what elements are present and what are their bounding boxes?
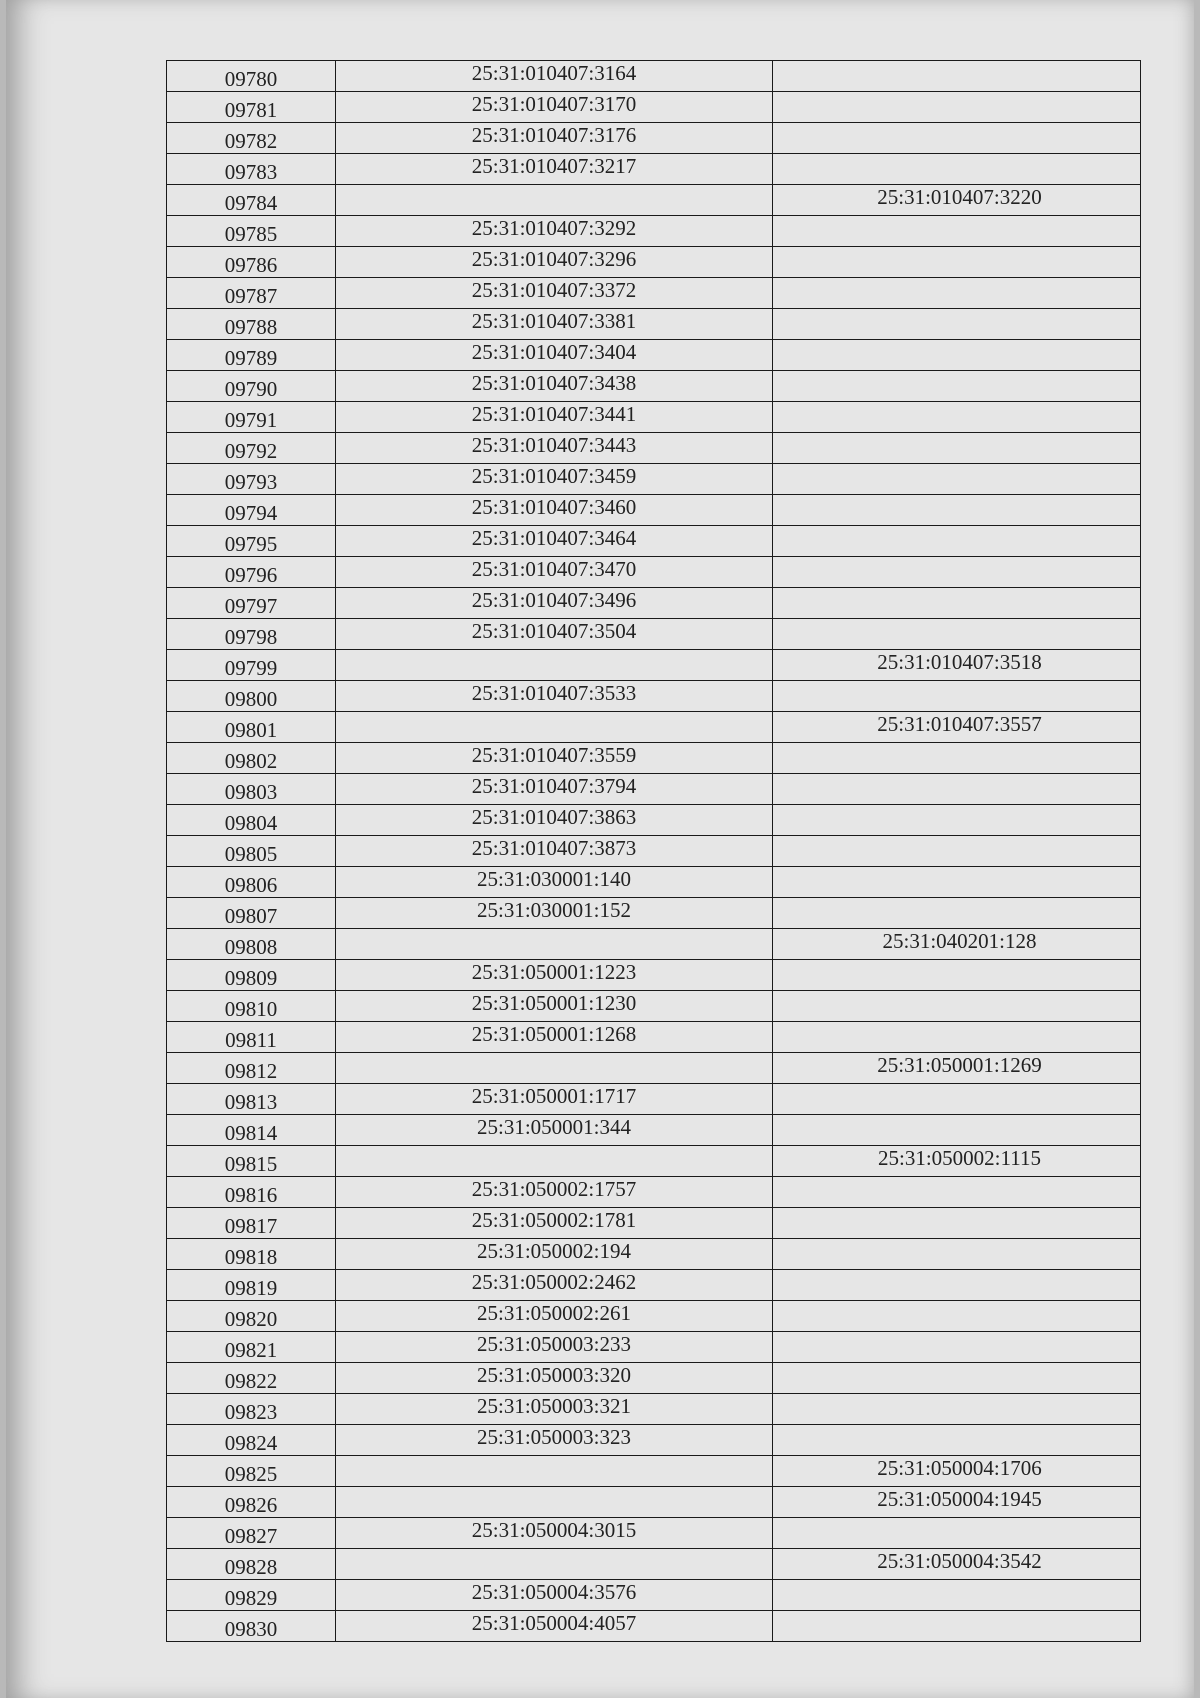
row-number-cell: 09798 [167,619,336,650]
cadastral-number-alt-cell [773,1208,1141,1239]
cadastral-number-cell: 25:31:010407:3533 [336,681,773,712]
cadastral-number-cell: 25:31:010407:3496 [336,588,773,619]
cadastral-number-cell [336,929,773,960]
cadastral-number-alt-cell [773,898,1141,929]
cadastral-number-cell: 25:31:030001:140 [336,867,773,898]
cadastral-number-alt-cell: 25:31:050001:1269 [773,1053,1141,1084]
cadastral-number-alt-cell [773,1518,1141,1549]
table-row [167,1394,1141,1425]
cadastral-number-cell: 25:31:010407:3296 [336,247,773,278]
row-number-cell: 09786 [167,247,336,278]
cadastral-number-alt-cell [773,1022,1141,1053]
cadastral-number-cell: 25:31:050002:261 [336,1301,773,1332]
cadastral-number-cell: 25:31:010407:3459 [336,464,773,495]
cadastral-number-alt-cell [773,433,1141,464]
row-number-cell: 09782 [167,123,336,154]
row-number-cell: 09810 [167,991,336,1022]
cadastral-number-cell: 25:31:010407:3873 [336,836,773,867]
table-row [167,1487,1141,1518]
cadastral-number-alt-cell [773,836,1141,867]
row-number-cell: 09823 [167,1394,336,1425]
row-number-cell: 09802 [167,743,336,774]
cadastral-number-alt-cell [773,867,1141,898]
table-row [167,1611,1141,1642]
table-row [167,991,1141,1022]
cadastral-number-alt-cell [773,154,1141,185]
table-row [167,1332,1141,1363]
row-number-cell: 09813 [167,1084,336,1115]
cadastral-number-alt-cell [773,1425,1141,1456]
row-number-cell: 09791 [167,402,336,433]
cadastral-number-cell: 25:31:010407:3372 [336,278,773,309]
cadastral-number-cell: 25:31:050003:321 [336,1394,773,1425]
table-row [167,1518,1141,1549]
row-number-cell: 09814 [167,1115,336,1146]
table-row [167,650,1141,681]
cadastral-number-cell: 25:31:010407:3460 [336,495,773,526]
cadastral-number-cell: 25:31:050001:1230 [336,991,773,1022]
cadastral-number-alt-cell [773,61,1141,92]
row-number-cell: 09811 [167,1022,336,1053]
cadastral-number-alt-cell [773,278,1141,309]
cadastral-number-cell: 25:31:030001:152 [336,898,773,929]
table-row [167,805,1141,836]
cadastral-number-alt-cell [773,774,1141,805]
row-number-cell: 09790 [167,371,336,402]
row-number-cell: 09788 [167,309,336,340]
table-row [167,216,1141,247]
table-row [167,402,1141,433]
cadastral-number-cell: 25:31:010407:3794 [336,774,773,805]
cadastral-number-cell: 25:31:010407:3381 [336,309,773,340]
cadastral-number-alt-cell [773,1611,1141,1642]
cadastral-number-cell: 25:31:010407:3176 [336,123,773,154]
table-row [167,1053,1141,1084]
cadastral-number-cell: 25:31:050002:2462 [336,1270,773,1301]
cadastral-number-cell [336,185,773,216]
cadastral-number-alt-cell: 25:31:040201:128 [773,929,1141,960]
row-number-cell: 09799 [167,650,336,681]
table-row [167,712,1141,743]
row-number-cell: 09780 [167,61,336,92]
row-number-cell: 09817 [167,1208,336,1239]
table-row [167,309,1141,340]
table-row [167,898,1141,929]
table-row [167,1208,1141,1239]
cadastral-number-alt-cell [773,1394,1141,1425]
cadastral-number-alt-cell [773,743,1141,774]
row-number-cell: 09793 [167,464,336,495]
cadastral-number-cell: 25:31:010407:3441 [336,402,773,433]
cadastral-number-alt-cell: 25:31:050002:1115 [773,1146,1141,1177]
cadastral-number-cell: 25:31:050001:1717 [336,1084,773,1115]
cadastral-number-alt-cell [773,371,1141,402]
cadastral-number-cell: 25:31:010407:3504 [336,619,773,650]
row-number-cell: 09822 [167,1363,336,1394]
cadastral-number-alt-cell [773,1580,1141,1611]
table-row [167,1270,1141,1301]
cadastral-number-alt-cell [773,619,1141,650]
row-number-cell: 09805 [167,836,336,867]
row-number-cell: 09807 [167,898,336,929]
cadastral-number-cell: 25:31:010407:3464 [336,526,773,557]
cadastral-number-alt-cell: 25:31:050004:3542 [773,1549,1141,1580]
cadastral-number-alt-cell: 25:31:010407:3557 [773,712,1141,743]
row-number-cell: 09785 [167,216,336,247]
cadastral-number-cell [336,650,773,681]
cadastral-number-alt-cell [773,960,1141,991]
cadastral-number-alt-cell [773,216,1141,247]
row-number-cell: 09820 [167,1301,336,1332]
cadastral-number-alt-cell: 25:31:050004:1706 [773,1456,1141,1487]
row-number-cell: 09781 [167,92,336,123]
cadastral-number-cell: 25:31:010407:3164 [336,61,773,92]
table-row [167,1549,1141,1580]
cadastral-number-cell: 25:31:050004:4057 [336,1611,773,1642]
table-row [167,433,1141,464]
table-row [167,92,1141,123]
table-row [167,774,1141,805]
cadastral-number-cell [336,712,773,743]
row-number-cell: 09824 [167,1425,336,1456]
table-row [167,1580,1141,1611]
cadastral-number-alt-cell [773,123,1141,154]
cadastral-number-cell: 25:31:010407:3170 [336,92,773,123]
table-row [167,929,1141,960]
cadastral-number-alt-cell: 25:31:010407:3220 [773,185,1141,216]
table-row [167,1022,1141,1053]
row-number-cell: 09787 [167,278,336,309]
cadastral-number-cell: 25:31:050004:3015 [336,1518,773,1549]
table-row [167,185,1141,216]
cadastral-number-cell: 25:31:050004:3576 [336,1580,773,1611]
cadastral-number-cell [336,1456,773,1487]
table-row [167,960,1141,991]
row-number-cell: 09819 [167,1270,336,1301]
table-row [167,836,1141,867]
cadastral-number-alt-cell [773,464,1141,495]
cadastral-number-cell: 25:31:050003:233 [336,1332,773,1363]
row-number-cell: 09806 [167,867,336,898]
cadastral-number-alt-cell [773,1239,1141,1270]
cadastral-number-alt-cell [773,1332,1141,1363]
table-row [167,371,1141,402]
row-number-cell: 09812 [167,1053,336,1084]
cadastral-number-cell: 25:31:010407:3863 [336,805,773,836]
row-number-cell: 09828 [167,1549,336,1580]
table-row [167,588,1141,619]
cadastral-number-cell: 25:31:050001:1223 [336,960,773,991]
table-row [167,1425,1141,1456]
cadastral-number-cell: 25:31:010407:3438 [336,371,773,402]
cadastral-number-alt-cell [773,309,1141,340]
table-row [167,123,1141,154]
row-number-cell: 09821 [167,1332,336,1363]
table-row [167,1115,1141,1146]
row-number-cell: 09816 [167,1177,336,1208]
cadastral-number-alt-cell [773,495,1141,526]
row-number-cell: 09801 [167,712,336,743]
cadastral-number-cell: 25:31:010407:3292 [336,216,773,247]
cadastral-number-alt-cell [773,1270,1141,1301]
cadastral-number-alt-cell [773,402,1141,433]
row-number-cell: 09827 [167,1518,336,1549]
table-row [167,867,1141,898]
row-number-cell: 09796 [167,557,336,588]
table-body [167,61,1141,1642]
cadastral-number-cell: 25:31:010407:3217 [336,154,773,185]
table-row [167,247,1141,278]
row-number-cell: 09826 [167,1487,336,1518]
cadastral-number-alt-cell [773,991,1141,1022]
cadastral-number-cell: 25:31:050002:1781 [336,1208,773,1239]
table-row [167,743,1141,774]
row-number-cell: 09797 [167,588,336,619]
cadastral-number-cell: 25:31:010407:3404 [336,340,773,371]
table-row [167,154,1141,185]
cadastral-number-cell: 25:31:050003:320 [336,1363,773,1394]
row-number-cell: 09804 [167,805,336,836]
table-row [167,1177,1141,1208]
cadastral-number-alt-cell [773,557,1141,588]
table-row [167,278,1141,309]
row-number-cell: 09829 [167,1580,336,1611]
row-number-cell: 09825 [167,1456,336,1487]
table-row [167,340,1141,371]
cadastral-number-alt-cell [773,805,1141,836]
table-row [167,619,1141,650]
table-row [167,1146,1141,1177]
scanned-page [6,0,1194,1698]
row-number-cell: 09784 [167,185,336,216]
cadastral-number-alt-cell: 25:31:050004:1945 [773,1487,1141,1518]
cadastral-number-cell: 25:31:050001:344 [336,1115,773,1146]
table-row [167,495,1141,526]
cadastral-number-cell [336,1053,773,1084]
row-number-cell: 09803 [167,774,336,805]
cadastral-number-cell: 25:31:010407:3559 [336,743,773,774]
cadastral-number-cell [336,1487,773,1518]
table-row [167,557,1141,588]
cadastral-number-alt-cell [773,1177,1141,1208]
table-row [167,526,1141,557]
cadastral-number-alt-cell [773,1301,1141,1332]
row-number-cell: 09789 [167,340,336,371]
cadastral-number-cell: 25:31:050003:323 [336,1425,773,1456]
row-number-cell: 09808 [167,929,336,960]
cadastral-number-alt-cell [773,247,1141,278]
row-number-cell: 09783 [167,154,336,185]
table-row [167,1084,1141,1115]
cadastral-number-alt-cell [773,1363,1141,1394]
cadastral-number-alt-cell [773,681,1141,712]
cadastral-number-cell: 25:31:010407:3443 [336,433,773,464]
row-number-cell: 09830 [167,1611,336,1642]
row-number-cell: 09792 [167,433,336,464]
cadastral-number-cell: 25:31:050002:194 [336,1239,773,1270]
row-number-cell: 09818 [167,1239,336,1270]
cadastral-number-alt-cell: 25:31:010407:3518 [773,650,1141,681]
table-row [167,1239,1141,1270]
cadastral-number-cell: 25:31:050002:1757 [336,1177,773,1208]
cadastral-number-alt-cell [773,92,1141,123]
row-number-cell: 09794 [167,495,336,526]
table-row [167,464,1141,495]
table-row [167,681,1141,712]
cadastral-number-alt-cell [773,340,1141,371]
cadastral-number-cell [336,1146,773,1177]
cadastral-number-cell [336,1549,773,1580]
cadastral-number-cell: 25:31:010407:3470 [336,557,773,588]
cadastral-number-alt-cell [773,1084,1141,1115]
cadastral-number-alt-cell [773,588,1141,619]
row-number-cell: 09815 [167,1146,336,1177]
table-row [167,1301,1141,1332]
cadastral-number-alt-cell [773,1115,1141,1146]
row-number-cell: 09800 [167,681,336,712]
cadastral-number-cell: 25:31:050001:1268 [336,1022,773,1053]
row-number-cell: 09795 [167,526,336,557]
table-row [167,61,1141,92]
table-row [167,1456,1141,1487]
table-row [167,1363,1141,1394]
cadastral-number-table [166,60,1141,1642]
cadastral-number-alt-cell [773,526,1141,557]
row-number-cell: 09809 [167,960,336,991]
